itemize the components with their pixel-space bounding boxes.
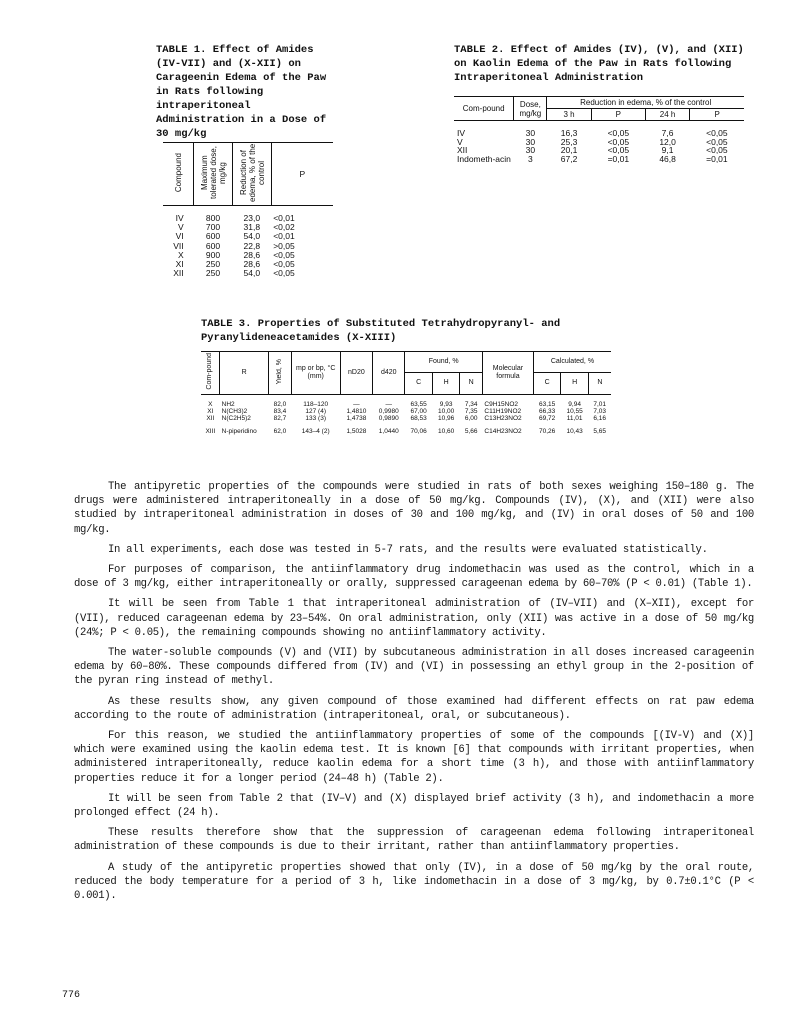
table2-cell: Indometh-acin [457,153,511,164]
table3-header-found-h: H [432,373,459,394]
table2-cell: 25,3 [560,136,578,147]
table1-cell: VII [173,240,184,251]
table3-cell: C13H23NO2 [484,414,522,422]
table3-cell: 133 (3) [305,414,326,422]
table2-cell: V [457,136,463,147]
table3-row [201,415,611,422]
table1-cell: 28,6 [243,249,261,260]
table1-cell: 250 [205,259,221,270]
table2-cell: <0,05 [706,136,728,147]
table2-cell: XII [457,145,468,155]
table3-cell: 7,34 [464,400,478,408]
table3-cell: 7,03 [593,407,606,415]
table2-cell: 12,0 [659,136,676,147]
table2-cell: 30 [525,136,536,147]
table1-cell: 22,8 [243,240,261,251]
table2-row [454,138,744,147]
table1-cell: 600 [205,231,221,242]
table3-caption: TABLE 3. Properties of Substituted Tetrahydropyranyl- and Pyranylideneacetamides (X-XIII) [201,318,561,344]
table3-cell: 0,9890 [378,414,399,422]
table1-cell: 31,8 [243,222,261,233]
table1-header-p: P [271,143,333,206]
table2-cell: <0,05 [607,145,630,155]
table1-cell: <0,05 [273,268,295,279]
table2-header-24h: 24 h [645,109,689,121]
table3-header-calc-n: N [588,373,611,394]
table3-header-found-n: N [460,373,483,394]
table1-cell: <0,05 [273,249,295,260]
table3-cell: 10,00 [437,407,455,415]
table1-row [163,206,333,224]
table3-cell: C9H15NO2 [484,400,519,408]
table1-cell: XII [173,268,184,279]
paragraph: For purposes of comparison, the antiinflammatory drug indomethacin was used as the control, which in a dose of 3 mg/kg, either intraperitoneally or orally, suppressed carageenan edema by 60–70% (P < 0.01) (Table 1). [74,564,754,591]
table2-cell: 16,3 [560,128,578,138]
table3-cell: 9,93 [439,400,453,408]
table1-cell: IV [175,213,184,223]
table3-cell: — [385,400,392,408]
table1-cell: <0,01 [273,213,295,223]
paragraph: The water-soluble compounds (V) and (VII) by subcutaneous administration in all doses increased carageenin edema by 60–80%. These compounds differed from (IV) and (VI) in possessing an ethyl group in the 2-position of the pyran ring instead of methyl. [74,647,754,688]
table3-header-r: R [220,352,269,395]
table2-header-3h: 3 h [547,109,591,121]
table2-cell: <0,05 [706,145,728,155]
table3-cell: X [208,400,213,408]
table1-cell: <0,01 [273,231,295,242]
table1-cell: 250 [205,268,221,279]
table3-cell: 6,00 [464,414,478,422]
table3-header-nd: nD20 [340,352,372,395]
table1-cell: <0,02 [273,222,295,233]
table3-header-d4: d420 [373,352,405,395]
table3-cell: 70,26 [539,427,556,435]
table3-cell: C14H23NO2 [484,427,522,435]
table3-header-calculated: Calculated, % [533,352,611,373]
paragraph: It will be seen from Table 2 that (IV–V) and (X) displayed brief activity (3 h), and indomethacin a more prolonged effect (24 h). [74,792,754,820]
table1-header-reduction: Reduction of edema, % of the control [232,143,271,206]
table2-row [454,155,744,164]
table1-cell: <0,05 [273,259,295,270]
table2-cell: <0,05 [607,136,630,147]
table3-header-mp: mp or bp, °C (mm) [291,352,340,395]
table1-cell: 800 [205,213,221,223]
table2-caption: TABLE 2. Effect of Amides (IV), (V), and (XII) on Kaolin Edema of the Paw in Rats following Intraperitoneal Administration [454,44,744,84]
table3-cell: XI [207,407,214,415]
paragraph: These results therefore show that the suppression of carageenan edema following intraperitoneal administration of these compounds is due to their irritant, rather than antiinflammatory properties. [74,827,754,854]
table1-cell: 600 [205,240,221,251]
table2-header-dose: Dose, mg/kg [514,97,547,121]
table2-cell: 3 [528,153,533,164]
body-text [74,480,754,909]
table3-cell: C11H19NO2 [484,407,522,415]
table1-cell: XI [175,259,184,270]
table3-cell: 7,01 [593,400,606,408]
table3-header-calc-h: H [561,373,588,394]
table3-cell: 70,06 [410,427,427,435]
table2-cell: 7,6 [661,128,674,138]
table3-cell: NH2 [221,400,235,408]
table3 [201,351,611,435]
table3-cell: 10,55 [566,407,583,415]
table3-cell: 0,9980 [378,407,399,415]
table1-cell: V [177,222,184,233]
table1-row [163,269,333,278]
table3-cell: XIII [205,427,216,435]
table3-header-calc-c: C [533,373,560,394]
table3-cell: 6,16 [593,414,606,422]
table3-cell: 5,65 [593,427,606,435]
table2-cell: 30 [525,145,536,155]
table1-cell: 28,6 [243,259,261,270]
table3-cell: 69,72 [539,414,556,422]
table3-row [201,394,611,408]
table1-cell: 54,0 [243,268,261,279]
table3-header-found: Found, % [405,352,483,373]
table1-cell: 23,0 [243,213,261,223]
table3-cell: N-piperidino [221,427,257,435]
table3-header-found-c: C [405,373,432,394]
table3-cell: 62,0 [273,427,287,435]
table3-cell: 11,01 [566,414,583,422]
table2-row [454,121,744,138]
table3-row [201,408,611,415]
table3-cell: 82,0 [273,400,287,408]
table3-cell: N(CH3)2 [221,407,248,415]
table2-cell: 30 [525,128,536,138]
table3-cell: 83,4 [273,407,287,415]
table3-cell: 7,35 [464,407,478,415]
table1-header-compound: Compound [163,143,194,206]
table2-header-reduction: Reduction in edema, % of the control [547,97,744,109]
table1-cell: X [177,249,184,260]
table3-cell: XII [206,414,215,422]
table2-cell: =0,01 [607,153,630,164]
table1-cell: VI [175,231,184,242]
table1-caption: TABLE 1. Effect of Amides (IV-VII) and (X-XII) on Carageenin Edema of the Paw in Rats following intraperitoneal Administration in a Dose of 30 mg/kg [156,44,327,140]
table3-cell: 82,7 [273,414,287,422]
table1 [163,142,333,278]
table3-cell: 1,4810 [346,407,367,415]
table3-header-yield: Yield, % [269,352,292,395]
table2-cell: 9,1 [661,145,674,155]
page-number: 776 [62,990,81,1001]
table1-header-dose: Maximum tolerated dose, mg/kg [194,143,233,206]
table3-cell: 68,53 [410,414,427,422]
table1-cell: 54,0 [243,231,261,242]
table3-cell: 127 (4) [305,407,326,415]
table2-cell: IV [457,128,466,138]
table2-cell: 46,8 [659,153,676,164]
table1-cell: 700 [205,222,221,233]
table1-cell: 900 [205,249,221,260]
paragraph: The antipyretic properties of the compounds were studied in rats of both sexes weighing 150–180 g. The drugs were administered intraperitoneally in a dose of 50 mg/kg. Compounds (IV), (X), and (XII) were also studied by intraperitoneal administration in doses of 30 and 100 mg/kg, and (IV) in oral doses of 50 and 100 mg/kg. [74,481,754,536]
table2-cell: =0,01 [706,153,728,164]
table3-cell: 10,96 [437,414,455,422]
table1-cell: >0,05 [273,240,295,251]
table3-cell: 5,66 [464,427,478,435]
table2-header-compound: Com-pound [454,97,514,121]
table3-cell: 143–4 (2) [301,427,330,435]
table3-cell: 10,60 [437,427,455,435]
table2-cell: 67,2 [560,153,578,164]
table2-cell: 20,1 [560,145,578,155]
table3-cell: N(C2H5)2 [221,414,251,422]
paragraph: It will be seen from Table 1 that intraperitoneal administration of (IV–VII) and (X–XII), except for (VII), reduced carageenan edema by 23–54%. On oral administration, only (XII) was active in a dose of 50 mg/kg (24%; P < 0.05), the remaining compounds showing no antiinflammatory activity. [74,598,754,639]
paragraph: For this reason, we studied the antiinflammatory properties of some of the compounds [(IV-V) and (X)] which were examined using the kaolin edema test. It is known [6] that compounds with irritant properties, when administered intraperitoneally, reduce kaolin edema for a short time (3 h), and those with antiinflammatory properties reduce it for a longer period (24–48 h) (Table 2). [74,730,754,785]
table3-cell: 9,94 [568,400,581,408]
table3-cell: 63,55 [410,400,427,408]
table3-cell: 1,5028 [346,427,367,435]
table3-cell: — [353,400,360,408]
table3-row [201,422,611,435]
paragraph: As these results show, any given compound of those examined had different effects on rat paw edema according to the route of administration (intraperitoneal, oral, or subcutaneous). [74,695,754,722]
table3-header-formula: Molecular formula [482,352,533,395]
paragraph: A study of the antipyretic properties showed that only (IV), in a dose of 50 mg/kg by the oral route, reduced the body temperature for a period of 3 h, like indomethacin in a dose of 3 mg/kg, by 0.7±0.1°C (P < 0.001). [74,861,754,903]
table3-cell: 63,15 [539,400,556,408]
table2-cell: <0,05 [607,128,630,138]
table2 [454,96,744,163]
table2-cell: <0,05 [706,128,728,138]
table2-header-p2: P [690,109,744,121]
table3-cell: 118–120 [303,400,329,408]
table3-cell: 67,00 [410,407,427,415]
paragraph: In all experiments, each dose was tested in 5-7 rats, and the results were evaluated statistically. [108,543,708,556]
table3-cell: 10,43 [566,427,583,435]
table3-cell: 66,33 [539,407,556,415]
table3-header-compound: Com-pound [201,352,220,395]
table2-header-p1: P [591,109,645,121]
table3-cell: 1,4738 [346,414,367,422]
table3-cell: 1,0440 [378,427,399,435]
